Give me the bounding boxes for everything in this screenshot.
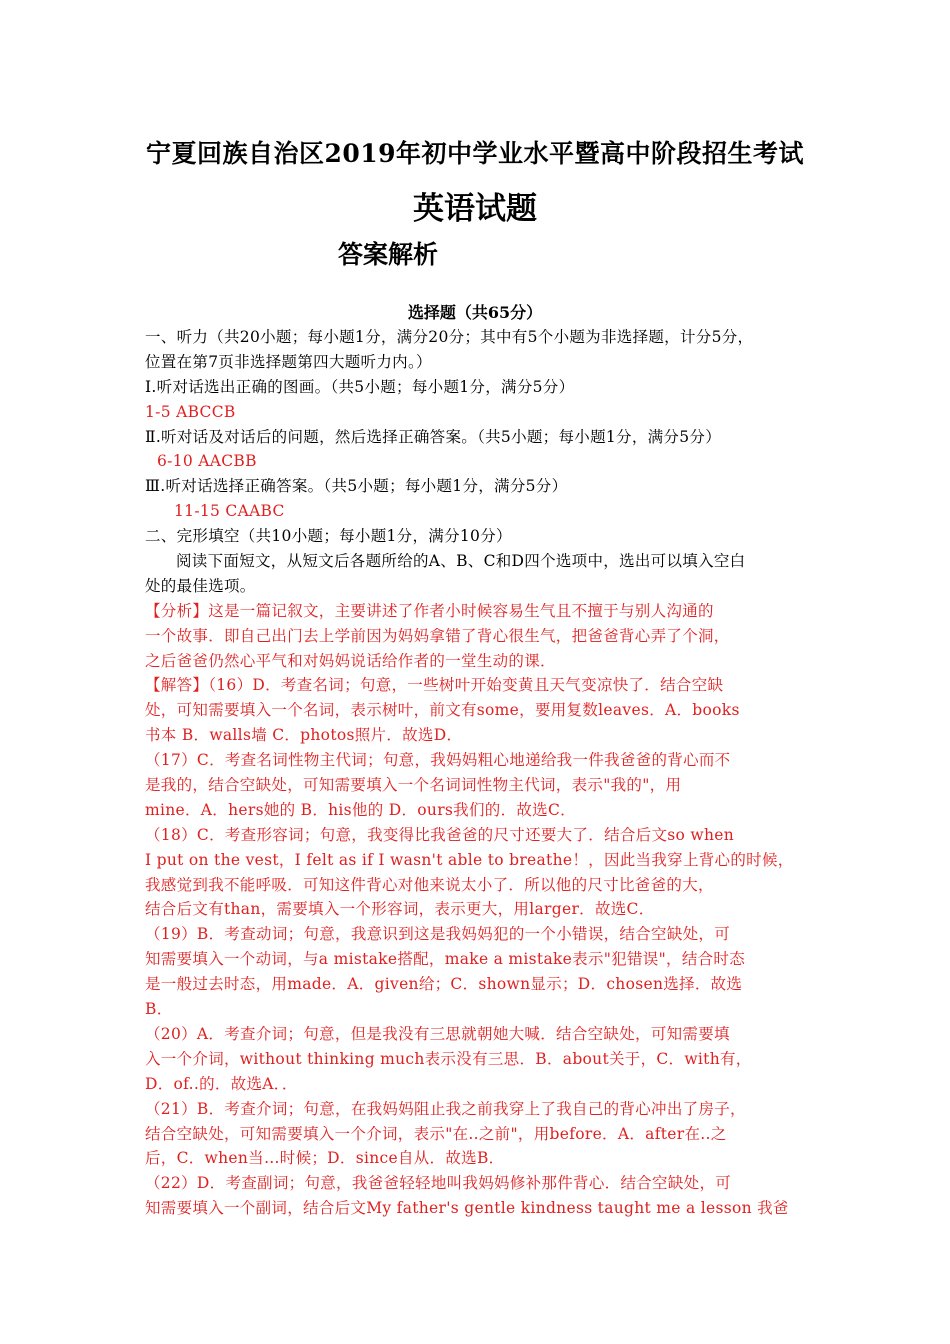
analysis-line: 后，C．when当…时候；D．since自从．故选B． — [145, 1149, 505, 1168]
section-title: 选择题（共65分） — [407, 303, 543, 322]
answer-title: 答案解析 — [338, 240, 439, 269]
analysis-line: 是一般过去时态，用made．A．given给；C．shown显示；D．chosen选择．故选 — [145, 975, 743, 994]
analysis-line: 知需要填入一个副词，结合后文My father's gentle kindness taught me a lesson 我爸 — [145, 1199, 789, 1218]
analysis-line: B． — [145, 1000, 173, 1019]
analysis-line: 我感觉到我不能呼吸．可知这件背心对他来说太小了．所以他的尺寸比爸爸的大， — [145, 875, 714, 894]
analysis-line: （19）B．考查动词；句意，我意识到这是我妈妈犯的一个小错误，结合空缺处，可 — [145, 925, 731, 944]
analysis-line: mine．A．hers她的 B．his他的 D．ours我们的．故选C． — [145, 800, 576, 819]
answer-line: 6-10 AACBB — [157, 452, 257, 471]
analysis-line: 【解答】（16）D．考查名词；句意，一些树叶开始变黄且天气变凉快了．结合空缺 — [145, 676, 724, 695]
analysis-line: 入一个介词，without thinking much表示没有三思．B．about关于，C．with有， — [145, 1049, 752, 1068]
text-line: 一、听力（共20小题；每小题1分，满分20分；其中有5个小题为非选择题，计分5分， — [145, 328, 754, 346]
exam-title: 宁夏回族自治区2019年初中学业水平暨高中阶段招生考试 — [145, 139, 805, 168]
analysis-line: 一个故事．即自己出门去上学前因为妈妈拿错了背心很生气，把爸爸背心弄了个洞， — [145, 626, 730, 645]
analysis-line: 书本 B．walls墙 C．photos照片．故选D． — [145, 726, 463, 745]
document-body — [145, 325, 813, 1221]
analysis-line: （21）B．考查介词；句意，在我妈妈阻止我之前我穿上了我自己的背心冲出了房子， — [145, 1099, 746, 1118]
analysis-line: （18）C．考查形容词；句意，我变得比我爸爸的尺寸还要大了．结合后文so when — [145, 825, 735, 844]
analysis-line: （17）C．考查名词性物主代词；句意，我妈妈粗心地递给我一件我爸爸的背心而不 — [145, 751, 731, 770]
text-line: 二、完形填空（共10小题；每小题1分，满分10分） — [145, 527, 512, 546]
analysis-line: 【分析】这是一篇记叙文，主要讲述了作者小时候容易生气且不擅于与别人沟通的 — [145, 601, 714, 620]
analysis-line: 处，可知需要填入一个名词，表示树叶，前文有some，要用复数leaves．A．books — [145, 701, 740, 720]
subject-title: 英语试题 — [413, 191, 537, 227]
analysis-line: 结合空缺处，可知需要填入一个介词，表示"在..之前"，用before．A．after在..之 — [145, 1124, 727, 1143]
analysis-line: 知需要填入一个动词，与a mistake搭配，make a mistake表示"犯错误"，结合时态 — [145, 950, 746, 969]
analysis-line: D．of..的．故选A．． — [145, 1074, 298, 1093]
analysis-line: （22）D．考查副词；句意，我爸爸轻轻地叫我妈妈修补那件背心．结合空缺处，可 — [145, 1174, 732, 1193]
text-line: Ⅱ.听对话及对话后的问题，然后选择正确答案。（共5小题；每小题1分，满分5分） — [145, 427, 721, 446]
text-line: 位置在第7页非选择题第四大题听力内。） — [145, 352, 432, 371]
text-line: Ⅲ.听对话选择正确答案。（共5小题；每小题1分，满分5分） — [145, 477, 568, 496]
analysis-line: （20）A．考查介词；句意，但是我没有三思就朝她大喊．结合空缺处，可知需要填 — [145, 1024, 730, 1043]
answer-line: 11-15 CAABC — [174, 502, 285, 521]
analysis-line: 结合后文有than，需要填入一个形容词，表示更大，用larger．故选C． — [145, 900, 655, 919]
text-line: Ⅰ.听对话选出正确的图画。（共5小题；每小题1分，满分5分） — [145, 377, 575, 396]
text-line: 阅读下面短文，从短文后各题所给的A、B、C和D四个选项中，选出可以填入空白 — [176, 552, 746, 571]
answer-line: 1-5 ABCCB — [145, 402, 236, 421]
analysis-line: 之后爸爸仍然心平气和对妈妈说话给作者的一堂生动的课． — [145, 651, 556, 670]
analysis-line: I put on the vest，I felt as if I wasn't able to breathe！，因此当我穿上背心的时候， — [145, 850, 794, 869]
text-line: 处的最佳选项。 — [145, 576, 256, 595]
analysis-line: 是我的，结合空缺处，可知需要填入一个名词词性物主代词，表示"我的"，用 — [145, 776, 682, 795]
